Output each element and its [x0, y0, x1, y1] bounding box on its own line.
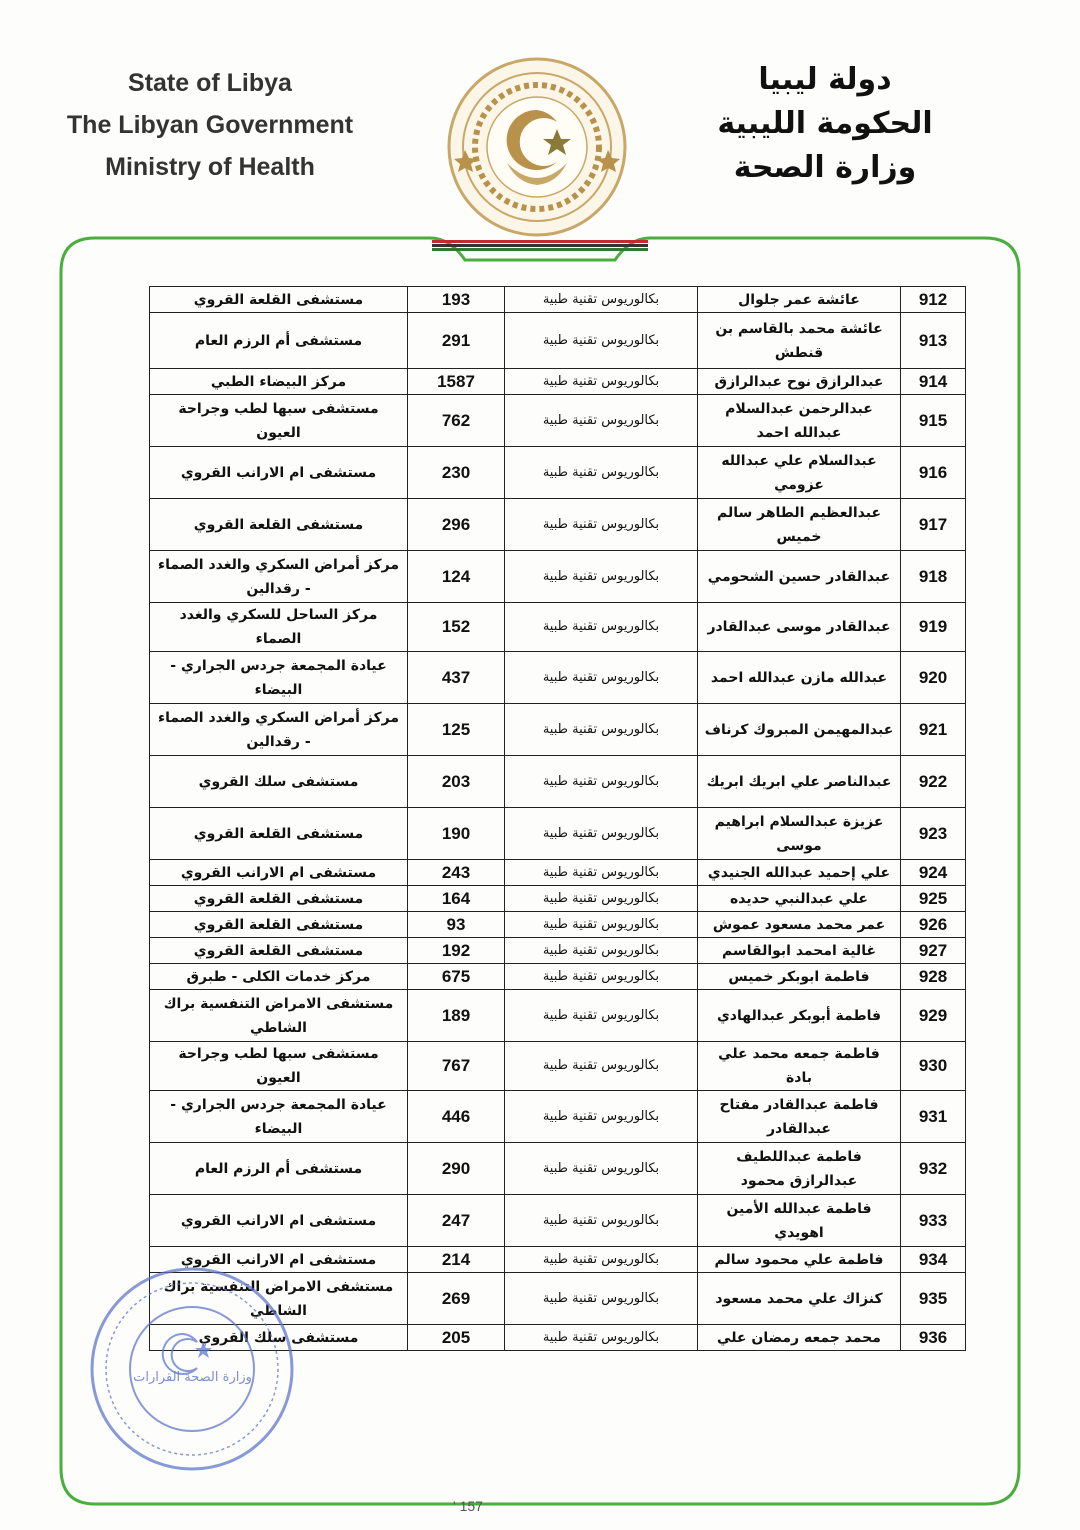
code-number-cell: 93 — [408, 912, 505, 938]
qualification-cell: بكالوريوس تقنية طبية — [505, 886, 698, 912]
workplace-cell: مستشفى سلك القروي — [150, 756, 408, 808]
qualification-cell: بكالوريوس تقنية طبية — [505, 1247, 698, 1273]
employee-name-cell: محمد جمعه رمضان علي — [698, 1325, 901, 1351]
table-row — [150, 652, 966, 704]
header-en-line-government: The Libyan Government — [66, 111, 354, 139]
code-number-cell: 193 — [408, 287, 505, 313]
code-number-cell: 190 — [408, 808, 505, 860]
row-number-cell: 934 — [901, 1247, 966, 1273]
row-number-cell: 936 — [901, 1325, 966, 1351]
table-row — [150, 704, 966, 756]
qualification-cell: بكالوريوس تقنية طبية — [505, 313, 698, 369]
row-number-cell: 915 — [901, 395, 966, 447]
table-row — [150, 287, 966, 313]
workplace-cell: مركز الساحل للسكري والغدد الصماء — [150, 603, 408, 652]
header-arabic — [660, 58, 990, 190]
table-row — [150, 1195, 966, 1247]
workplace-cell: مستشفى ام الارانب القروي — [150, 860, 408, 886]
code-number-cell: 164 — [408, 886, 505, 912]
code-number-cell: 290 — [408, 1143, 505, 1195]
qualification-cell: بكالوريوس تقنية طبية — [505, 808, 698, 860]
employee-name-cell: فاطمة ابوبكر خميس — [698, 964, 901, 990]
flag-stripe-divider — [432, 240, 648, 252]
roster-table-body — [150, 287, 966, 1351]
employee-name-cell: كنزاك علي محمد مسعود — [698, 1273, 901, 1325]
employee-name-cell: عائشة محمد بالقاسم بن قنطش — [698, 313, 901, 369]
qualification-cell: بكالوريوس تقنية طبية — [505, 447, 698, 499]
workplace-cell: مستشفى القلعة القروي — [150, 499, 408, 551]
table-row — [150, 1143, 966, 1195]
employee-name-cell: عمر محمد مسعود عموش — [698, 912, 901, 938]
workplace-cell: مستشفى ام الارانب القروي — [150, 1195, 408, 1247]
qualification-cell: بكالوريوس تقنية طبية — [505, 1042, 698, 1091]
code-number-cell: 1587 — [408, 369, 505, 395]
header-ar-line-state: دولة ليبيا — [758, 62, 892, 97]
row-number-cell: 913 — [901, 313, 966, 369]
qualification-cell: بكالوريوس تقنية طبية — [505, 990, 698, 1042]
qualification-cell: بكالوريوس تقنية طبية — [505, 652, 698, 704]
qualification-cell: بكالوريوس تقنية طبية — [505, 704, 698, 756]
qualification-cell: بكالوريوس تقنية طبية — [505, 1143, 698, 1195]
row-number-cell: 914 — [901, 369, 966, 395]
code-number-cell: 230 — [408, 447, 505, 499]
row-number-cell: 912 — [901, 287, 966, 313]
table-row — [150, 1042, 966, 1091]
row-number-cell: 933 — [901, 1195, 966, 1247]
row-number-cell: 919 — [901, 603, 966, 652]
table-row — [150, 603, 966, 652]
row-number-cell: 927 — [901, 938, 966, 964]
row-number-cell: 923 — [901, 808, 966, 860]
code-number-cell: 243 — [408, 860, 505, 886]
stamp-text: وزارة الصحة القرارات — [133, 1370, 252, 1385]
row-number-cell: 917 — [901, 499, 966, 551]
qualification-cell: بكالوريوس تقنية طبية — [505, 860, 698, 886]
workplace-cell: مستشفى ام الارانب القروي — [150, 447, 408, 499]
page-mark: ' 157 — [453, 1498, 483, 1514]
employee-name-cell: عبدالمهيمن المبروك كرناف — [698, 704, 901, 756]
workplace-cell: مستشفى ام الارانب القروي — [150, 1247, 408, 1273]
qualification-cell: بكالوريوس تقنية طبية — [505, 912, 698, 938]
workplace-cell: مركز البيضاء الطبي — [150, 369, 408, 395]
employee-name-cell: عائشة عمر جلوال — [698, 287, 901, 313]
workplace-cell: مركز أمراض السكري والغدد الصماء - رقدالين — [150, 551, 408, 603]
row-number-cell: 925 — [901, 886, 966, 912]
employee-name-cell: عبدالعظيم الطاهر سالم خميس — [698, 499, 901, 551]
workplace-cell: مستشفى القلعة القروي — [150, 938, 408, 964]
employee-name-cell: فاطمة عبداللطيف عبدالرازق محمود — [698, 1143, 901, 1195]
code-number-cell: 675 — [408, 964, 505, 990]
qualification-cell: بكالوريوس تقنية طبية — [505, 499, 698, 551]
header-ar-line-ministry: وزارة الصحة — [733, 150, 917, 185]
row-number-cell: 922 — [901, 756, 966, 808]
employee-name-cell: فاطمة جمعه محمد علي بادة — [698, 1042, 901, 1091]
table-row — [150, 499, 966, 551]
row-number-cell: 935 — [901, 1273, 966, 1325]
code-number-cell: 124 — [408, 551, 505, 603]
header-ar-line-government: الحكومة الليبية — [717, 106, 933, 141]
qualification-cell: بكالوريوس تقنية طبية — [505, 551, 698, 603]
workplace-cell: عيادة المجمعة جردس الجراري - البيضاء — [150, 1091, 408, 1143]
code-number-cell: 189 — [408, 990, 505, 1042]
workplace-cell: مستشفى القلعة القروي — [150, 912, 408, 938]
row-number-cell: 924 — [901, 860, 966, 886]
code-number-cell: 762 — [408, 395, 505, 447]
table-row — [150, 551, 966, 603]
workplace-cell: مستشفى أم الرزم العام — [150, 1143, 408, 1195]
code-number-cell: 192 — [408, 938, 505, 964]
workplace-cell: مركز خدمات الكلى - طبرق — [150, 964, 408, 990]
employee-name-cell: فاطمة أبوبكر عبدالهادي — [698, 990, 901, 1042]
qualification-cell: بكالوريوس تقنية طبية — [505, 287, 698, 313]
table-row — [150, 756, 966, 808]
code-number-cell: 203 — [408, 756, 505, 808]
employee-name-cell: عبدالله مازن عبدالله احمد — [698, 652, 901, 704]
code-number-cell: 291 — [408, 313, 505, 369]
table-row — [150, 860, 966, 886]
table-row — [150, 964, 966, 990]
table-row — [150, 1091, 966, 1143]
code-number-cell: 125 — [408, 704, 505, 756]
workplace-cell: مستشفى القلعة القروي — [150, 808, 408, 860]
workplace-cell: عيادة المجمعة جردس الجراري - البيضاء — [150, 652, 408, 704]
table-row — [150, 938, 966, 964]
table-row — [150, 369, 966, 395]
row-number-cell: 930 — [901, 1042, 966, 1091]
qualification-cell: بكالوريوس تقنية طبية — [505, 756, 698, 808]
table-row — [150, 313, 966, 369]
code-number-cell: 767 — [408, 1042, 505, 1091]
qualification-cell: بكالوريوس تقنية طبية — [505, 369, 698, 395]
row-number-cell: 929 — [901, 990, 966, 1042]
employee-name-cell: عبدالرازق نوح عبدالرازق — [698, 369, 901, 395]
employee-name-cell: غالية امحمد ابوالقاسم — [698, 938, 901, 964]
code-number-cell: 437 — [408, 652, 505, 704]
qualification-cell: بكالوريوس تقنية طبية — [505, 1091, 698, 1143]
qualification-cell: بكالوريوس تقنية طبية — [505, 1325, 698, 1351]
qualification-cell: بكالوريوس تقنية طبية — [505, 1195, 698, 1247]
table-row — [150, 395, 966, 447]
employee-name-cell: عبدالسلام علي عبدالله عزومي — [698, 447, 901, 499]
code-number-cell: 269 — [408, 1273, 505, 1325]
code-number-cell: 296 — [408, 499, 505, 551]
workplace-cell: مستشفى القلعة القروي — [150, 287, 408, 313]
qualification-cell: بكالوريوس تقنية طبية — [505, 938, 698, 964]
employee-name-cell: عبدالقادر حسين الشحومي — [698, 551, 901, 603]
qualification-cell: بكالوريوس تقنية طبية — [505, 603, 698, 652]
code-number-cell: 247 — [408, 1195, 505, 1247]
table-row — [150, 912, 966, 938]
workplace-cell: مستشفى الامراض التنفسية براك الشاطي — [150, 1273, 408, 1325]
row-number-cell: 918 — [901, 551, 966, 603]
row-number-cell: 926 — [901, 912, 966, 938]
qualification-cell: بكالوريوس تقنية طبية — [505, 1273, 698, 1325]
row-number-cell: 921 — [901, 704, 966, 756]
employee-name-cell: فاطمة عبدالله الأمين اهويدي — [698, 1195, 901, 1247]
table-row — [150, 447, 966, 499]
row-number-cell: 920 — [901, 652, 966, 704]
table-row — [150, 886, 966, 912]
row-number-cell: 916 — [901, 447, 966, 499]
employee-name-cell: عبدالرحمن عبدالسلام عبدالله احمد — [698, 395, 901, 447]
workplace-cell: مركز أمراض السكري والغدد الصماء - رقدالين — [150, 704, 408, 756]
table-row — [150, 808, 966, 860]
qualification-cell: بكالوريوس تقنية طبية — [505, 395, 698, 447]
workplace-cell: مستشفى سبها لطب وجراحة العيون — [150, 1042, 408, 1091]
table-row — [150, 990, 966, 1042]
header-en-line-ministry: Ministry of Health — [105, 153, 315, 181]
employee-name-cell: فاطمة علي محمود سالم — [698, 1247, 901, 1273]
header-en-line-state: State of Libya — [128, 69, 292, 97]
code-number-cell: 152 — [408, 603, 505, 652]
header-english — [40, 62, 380, 188]
employee-name-cell: فاطمة عبدالقادر مفتاح عبدالقادر — [698, 1091, 901, 1143]
workplace-cell: مستشفى سبها لطب وجراحة العيون — [150, 395, 408, 447]
workplace-cell: مستشفى أم الرزم العام — [150, 313, 408, 369]
employee-name-cell: عزيزة عبدالسلام ابراهيم موسى — [698, 808, 901, 860]
roster-table — [149, 286, 966, 1351]
employee-name-cell: علي عبدالنبي حديده — [698, 886, 901, 912]
employee-name-cell: عبدالناصر علي ابريك ابريك — [698, 756, 901, 808]
code-number-cell: 205 — [408, 1325, 505, 1351]
qualification-cell: بكالوريوس تقنية طبية — [505, 964, 698, 990]
row-number-cell: 932 — [901, 1143, 966, 1195]
ministry-emblem-icon — [445, 55, 630, 240]
code-number-cell: 446 — [408, 1091, 505, 1143]
row-number-cell: 928 — [901, 964, 966, 990]
employee-name-cell: علي إحميد عبدالله الجنيدي — [698, 860, 901, 886]
code-number-cell: 214 — [408, 1247, 505, 1273]
workplace-cell: مستشفى الامراض التنفسية براك الشاطي — [150, 990, 408, 1042]
workplace-cell: مستشفى سلك القروي — [150, 1325, 408, 1351]
row-number-cell: 931 — [901, 1091, 966, 1143]
workplace-cell: مستشفى القلعة القروي — [150, 886, 408, 912]
employee-name-cell: عبدالقادر موسى عبدالقادر — [698, 603, 901, 652]
